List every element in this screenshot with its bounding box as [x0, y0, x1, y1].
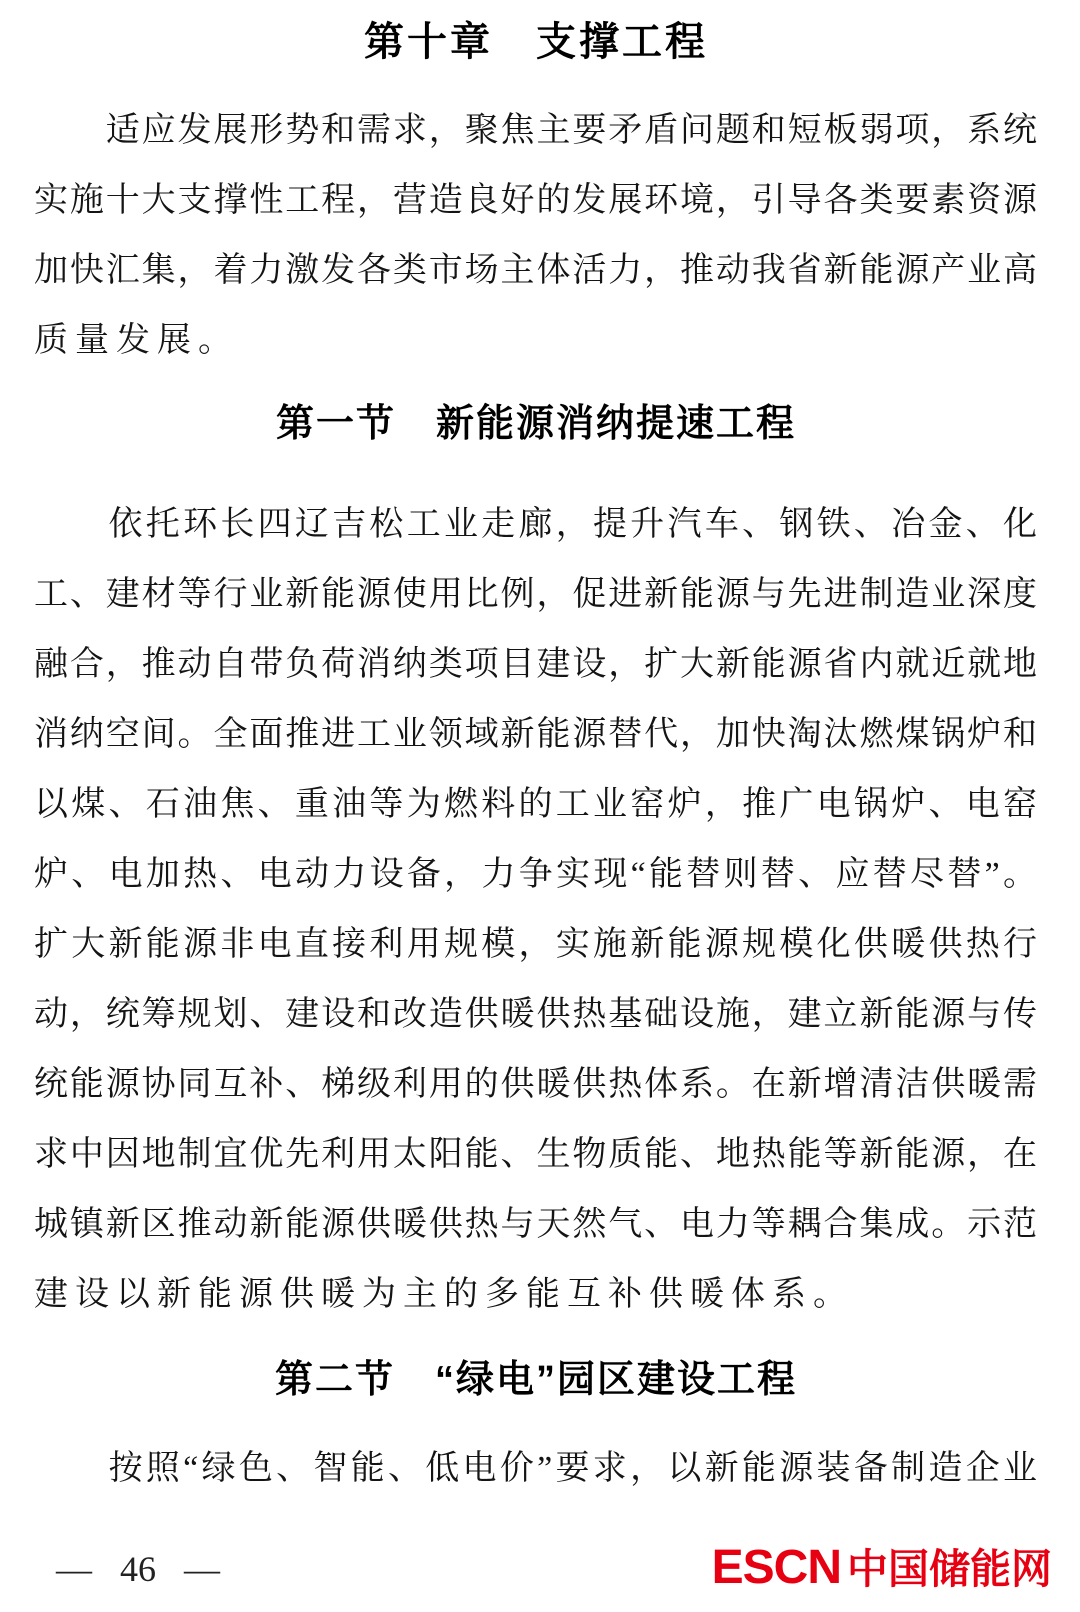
paragraph-line: 实施十大支撑性工程，营造良好的发展环境，引导各类要素资源	[34, 182, 1038, 219]
paragraph-line: 按照“绿色、智能、低电价”要求，以新能源装备制造企业	[34, 1450, 1038, 1487]
paragraph-line: 动，统筹规划、建设和改造供暖供热基础设施，建立新能源与传	[34, 996, 1038, 1033]
page-number: 46	[120, 1549, 156, 1589]
intro-paragraph	[34, 96, 1038, 376]
escn-watermark-logo	[712, 1540, 1052, 1597]
paragraph-line: 消纳空间。全面推进工业领域新能源替代，加快淘汰燃煤锅炉和	[34, 716, 1038, 753]
paragraph-line: 适应发展形势和需求，聚焦主要矛盾问题和短板弱项，系统	[34, 112, 1038, 149]
footer-dash: —	[184, 1549, 220, 1589]
paragraph-line: 工、建材等行业新能源使用比例，促进新能源与先进制造业深度	[34, 576, 1038, 613]
section2-title: 第二节 “绿电”园区建设工程	[274, 1359, 797, 1401]
paragraph-line: 以煤、石油焦、重油等为燃料的工业窑炉，推广电锅炉、电窑	[34, 786, 1038, 823]
paragraph-line: 求中因地制宜优先利用太阳能、生物质能、地热能等新能源，在	[34, 1136, 1038, 1173]
section1-title: 第一节 新能源消纳提速工程	[275, 403, 796, 445]
section1-paragraph	[34, 490, 1038, 1330]
paragraph-line: 依托环长四辽吉松工业走廊，提升汽车、钢铁、冶金、化	[34, 506, 1038, 543]
paragraph-line: 炉、电加热、电动力设备，力争实现“能替则替、应替尽替”。	[34, 856, 1038, 893]
paragraph-line: 统能源协同互补、梯级利用的供暖供热体系。在新增清洁供暖需	[34, 1066, 1038, 1103]
paragraph-line: 质量发展。	[34, 322, 239, 359]
paragraph-line: 城镇新区推动新能源供暖供热与天然气、电力等耦合集成。示范	[34, 1206, 1038, 1243]
page-footer	[0, 1540, 1080, 1604]
chapter-title: 第十章 支撑工程	[364, 20, 708, 64]
logo-chinese-text: 中国储能网	[847, 1546, 1052, 1592]
logo-latin-text: ESCN	[711, 1541, 841, 1594]
page-number-marker	[56, 1548, 220, 1590]
paragraph-line: 加快汇集，着力激发各类市场主体活力，推动我省新能源产业高	[34, 252, 1038, 289]
section2-paragraph	[34, 1434, 1038, 1504]
paragraph-line: 建设以新能源供暖为主的多能互补供暖体系。	[34, 1276, 854, 1313]
paragraph-line: 融合，推动自带负荷消纳类项目建设，扩大新能源省内就近就地	[34, 646, 1038, 683]
paragraph-line: 扩大新能源非电直接利用规模，实施新能源规模化供暖供热行	[34, 926, 1038, 963]
footer-dash: —	[56, 1549, 92, 1589]
